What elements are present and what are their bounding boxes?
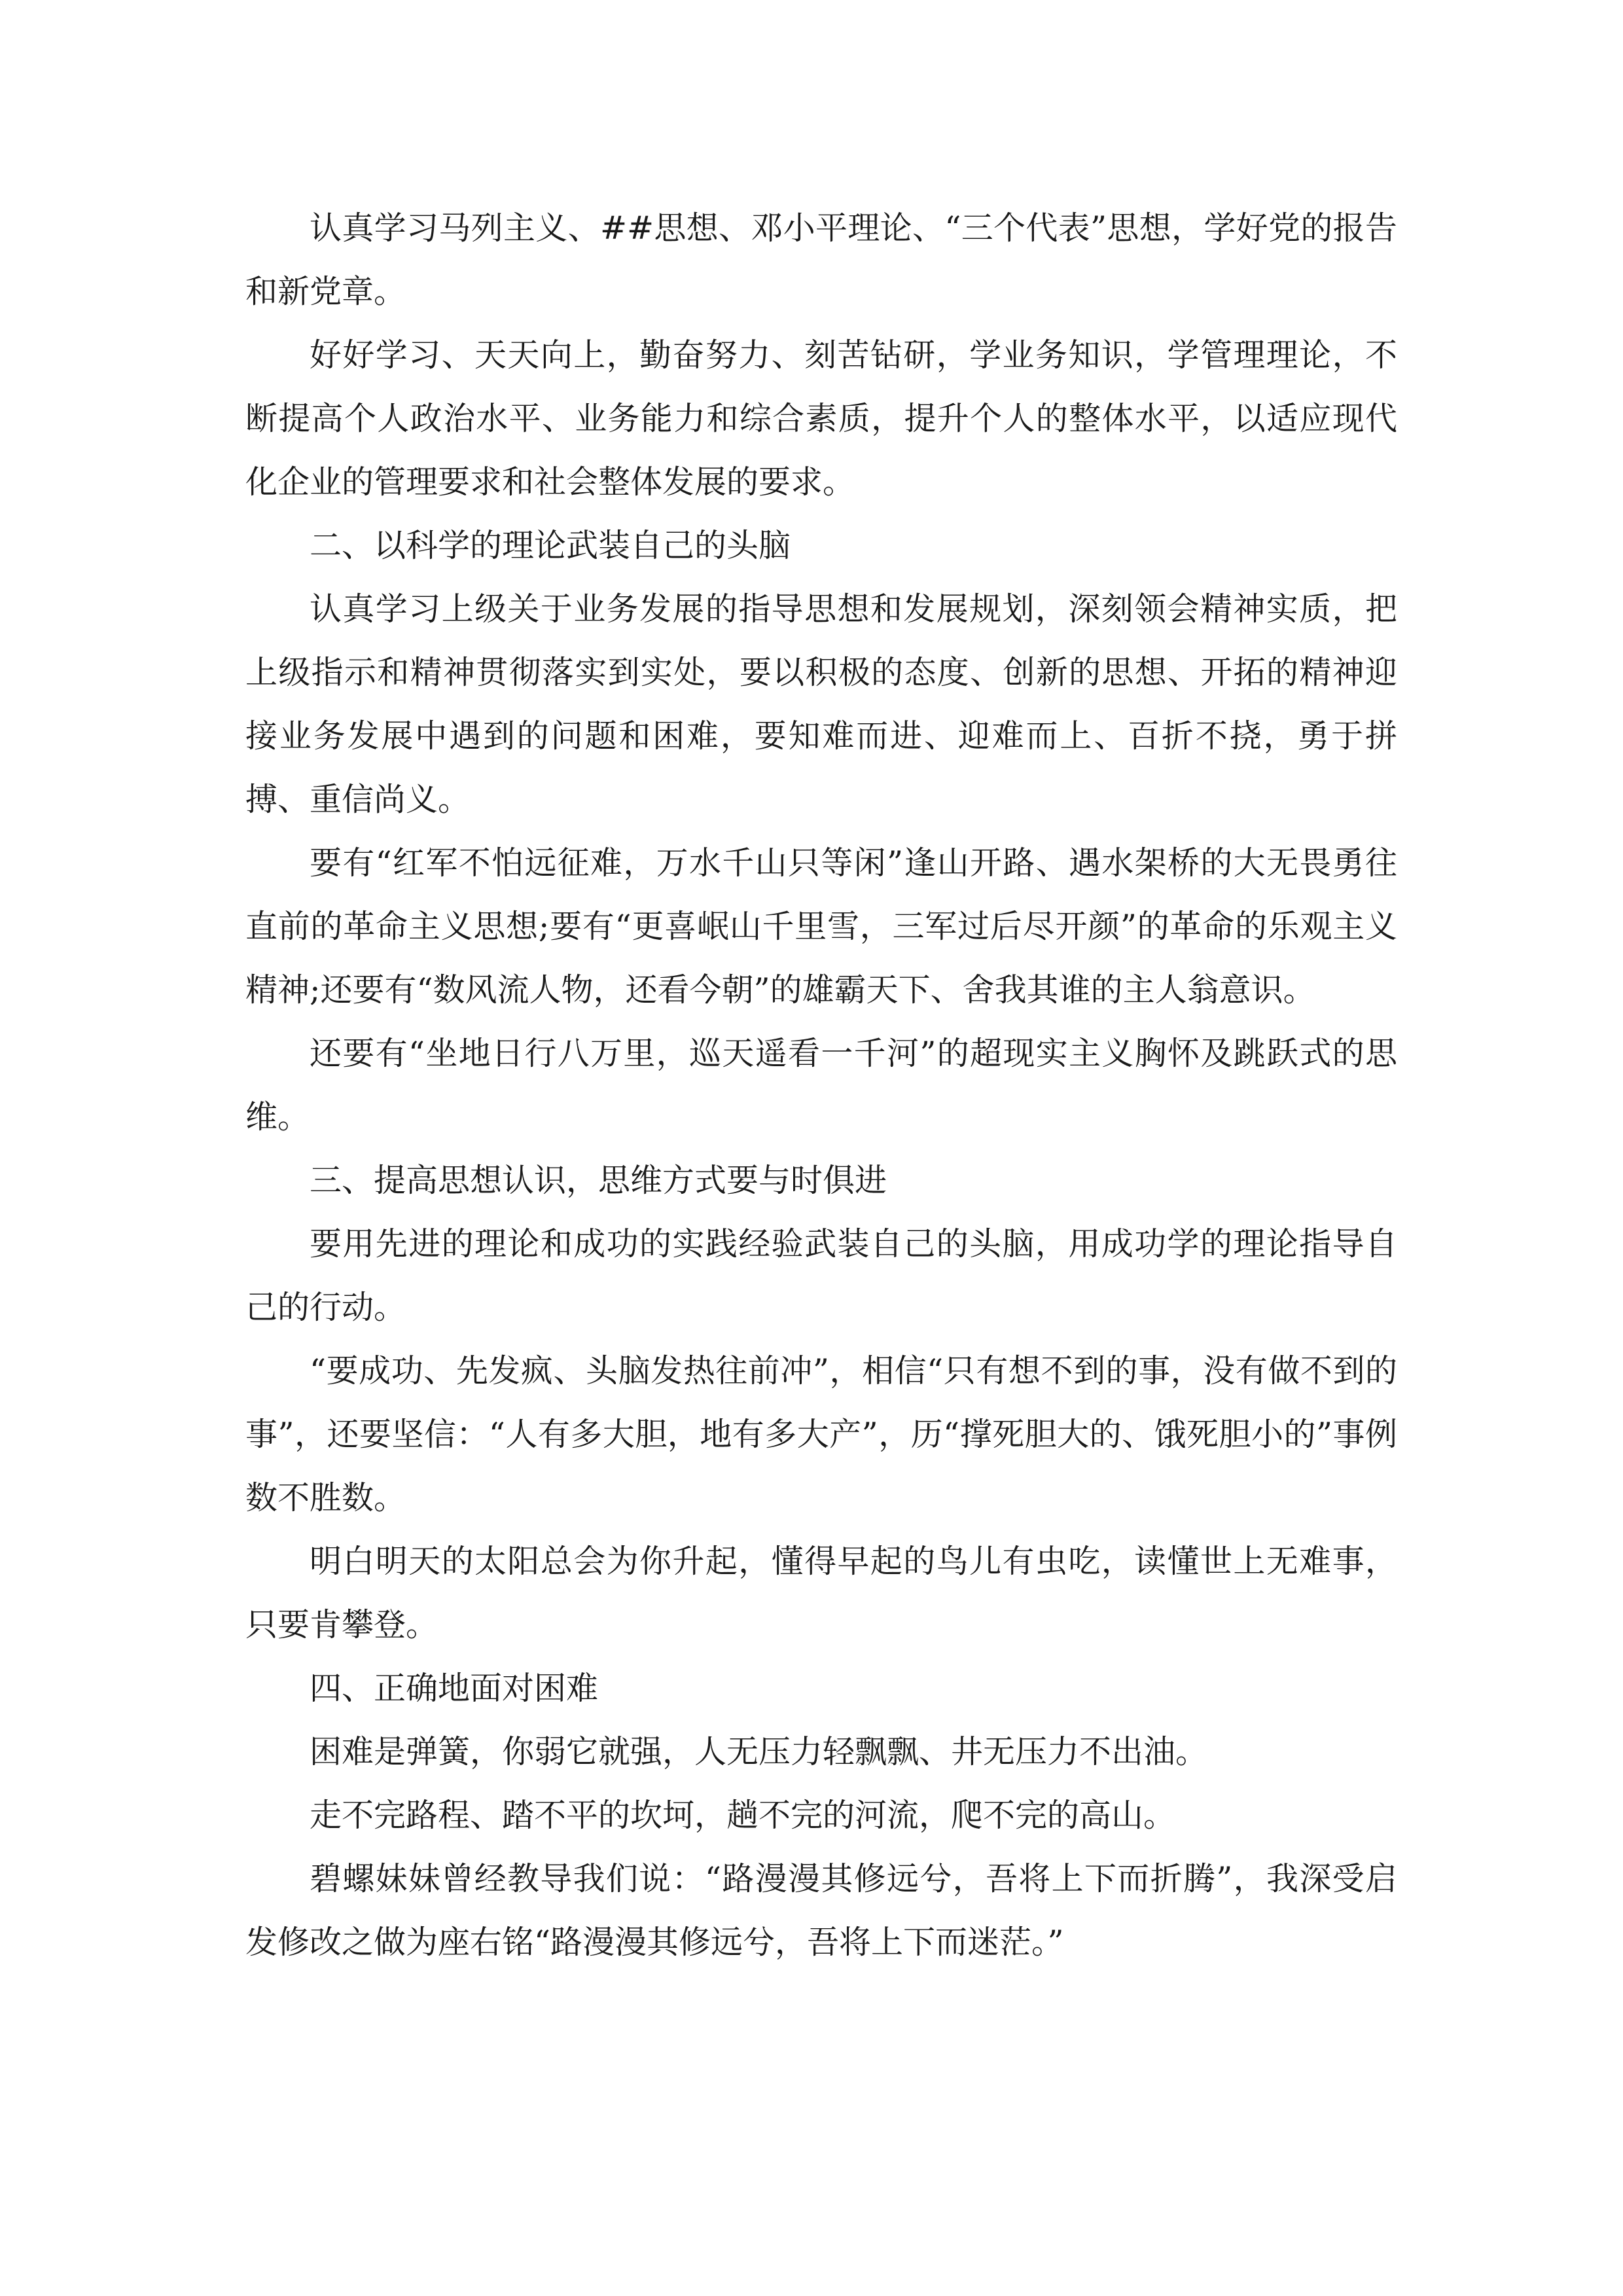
- paragraph-red-army: 要有“红军不怕远征难，万水千山只等闲”逢山开路、遇水架桥的大无畏勇往直前的革命主义思想;要有“更喜岷山千里雪，三军过后尽开颜”的革命的乐观主义精神;还要有“数风流人物，还看今朝”的雄霸天下、舍我其谁的主人翁意识。: [245, 844, 1397, 1009]
- document-body: [245, 196, 1397, 1974]
- paragraph-road: 走不完路程、踏不平的坎坷，趟不完的河流，爬不完的高山。: [310, 1797, 1176, 1834]
- paragraph-spring: 困难是弹簧，你弱它就强，人无压力轻飘飘、井无压力不出油。: [310, 1733, 1208, 1770]
- paragraph-tomorrow-sun: 明白明天的太阳总会为你升起，懂得早起的鸟儿有虫吃，读懂世上无难事，只要肯攀登。: [245, 1543, 1397, 1643]
- paragraph-surreal-mind: 还要有“坐地日行八万里，巡天遥看一千河”的超现实主义胸怀及跳跃式的思维。: [245, 1035, 1397, 1136]
- paragraph-success-quotes: “要成功、先发疯、头脑发热往前冲”，相信“只有想不到的事，没有做不到的事”，还要坚信：“人有多大胆，地有多大产”，历“撑死胆大的、饿死胆小的”事例数不胜数。: [245, 1352, 1397, 1516]
- paragraph-study-hard: 好好学习、天天向上，勤奋努力、刻苦钻研，学业务知识，学管理理论，不断提高个人政治水平、业务能力和综合素质，提升个人的整体水平，以适应现代化企业的管理要求和社会整体发展的要求。: [245, 336, 1397, 501]
- paragraph-motto: 碧螺妹妹曾经教导我们说：“路漫漫其修远兮，吾将上下而折腾”，我深受启发修改之做为座右铭“路漫漫其修远兮，吾将上下而迷茫。”: [245, 1860, 1397, 1961]
- section-heading-2: 二、以科学的理论武装自己的头脑: [310, 527, 791, 564]
- paragraph-guidance: 认真学习上级关于业务发展的指导思想和发展规划，深刻领会精神实质，把上级指示和精神贯彻落实到实处，要以积极的态度、创新的思想、开拓的精神迎接业务发展中遇到的问题和困难，要知难而进、迎难而上、百折不挠，勇于拼搏、重信尚义。: [245, 590, 1397, 818]
- paragraph-advanced-theory: 要用先进的理论和成功的实践经验武装自己的头脑，用成功学的理论指导自己的行动。: [245, 1225, 1397, 1326]
- paragraph-study-theory: 认真学习马列主义、##思想、邓小平理论、“三个代表”思想，学好党的报告和新党章。: [245, 209, 1397, 310]
- section-heading-3: 三、提高思想认识，思维方式要与时俱进: [310, 1162, 887, 1199]
- section-heading-4: 四、正确地面对困难: [310, 1670, 599, 1707]
